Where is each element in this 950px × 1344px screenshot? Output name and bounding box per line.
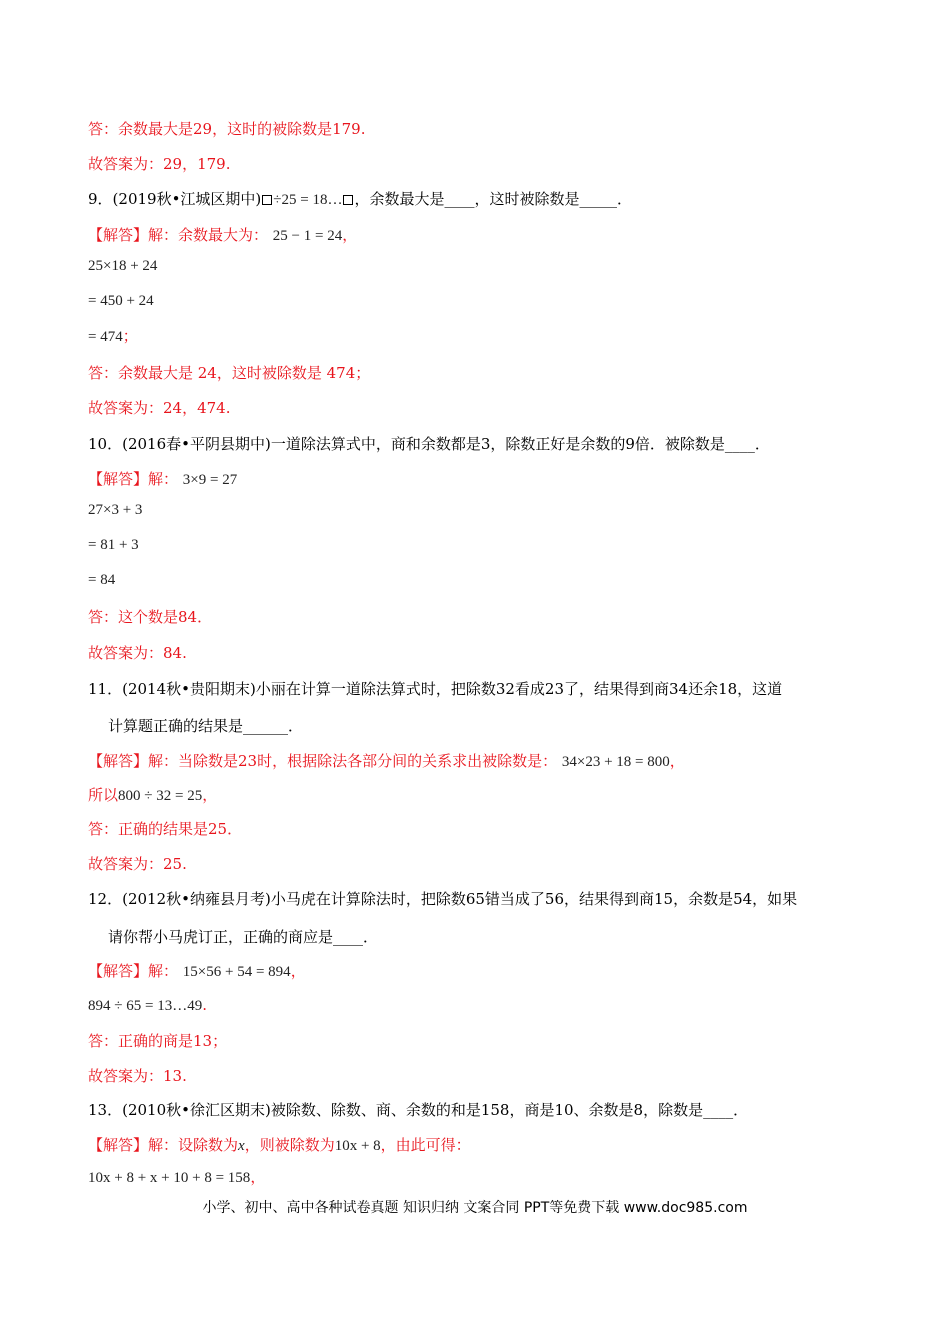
q8-result: 故答案为：29，179. xyxy=(88,155,231,173)
q13-calc-1-math: 10x + 8 + x + 10 + 8 = 158 xyxy=(88,1170,251,1186)
q11-line2-math: 800 ÷ 32 = 25 xyxy=(118,788,203,804)
q9-result: 故答案为：24，474. xyxy=(88,399,231,417)
q12-solution xyxy=(88,961,306,982)
q13-sol-var: x xyxy=(238,1138,245,1154)
q9-sol-label: 【解答】解：余数最大为： xyxy=(88,226,269,244)
q12-stem-2: 请你帮小马虎订正，正确的商应是____． xyxy=(108,928,379,946)
q10-sol-label: 【解答】解： xyxy=(88,470,179,488)
q11-sol-tail: ， xyxy=(669,752,685,770)
q11-result: 故答案为：25. xyxy=(88,855,187,873)
q9-sol-math: 25 − 1 = 24 xyxy=(272,228,343,244)
q11-stem-1: 11．(2014秋•贵阳期末)小丽在计算一道除法算式时，把除数32看成23了，结果得到商34还余18，这道 xyxy=(88,680,783,698)
q11-solution xyxy=(88,751,685,772)
q9-stem-math: ÷25 = 18… xyxy=(273,192,343,208)
q11-sol-label: 【解答】解：当除数是23时，根据除法各部分间的关系求出被除数是： xyxy=(88,752,558,770)
q8-answer: 答：余数最大是29，这时的被除数是179. xyxy=(88,120,366,138)
q9-solution xyxy=(88,225,357,246)
page-footer: 小学、初中、高中各种试卷真题 知识归纳 文案合同 PPT等免费下载 www.doc985.com xyxy=(202,1200,748,1216)
q11-sol-math: 34×23 + 18 = 800 xyxy=(561,754,670,770)
q9-calc-3-tail: ； xyxy=(122,327,138,345)
blank-box-icon xyxy=(343,195,353,205)
q10-sol-math: 3×9 = 27 xyxy=(182,472,238,488)
q13-stem: 13．(2010秋•徐汇区期末)被除数、除数、商、余数的和是158，商是10、余数是8，除数是____． xyxy=(88,1101,749,1119)
blank-box-icon xyxy=(262,195,272,205)
q10-stem: 10．(2016春•平阴县期中)一道除法算式中，商和余数都是3，除数正好是余数的9倍．被除数是____． xyxy=(88,435,770,453)
q9-answer: 答：余数最大是 24，这时被除数是 474； xyxy=(88,364,371,382)
q11-line2-prefix: 所以 xyxy=(88,786,119,804)
q12-stem-1: 12．(2012秋•纳雍县月考)小马虎在计算除法时，把除数65错当成了56，结果得到商15，余数是54，如果 xyxy=(88,890,798,908)
q11-stem-2: 计算题正确的结果是______． xyxy=(108,717,304,735)
q10-answer: 答：这个数是84． xyxy=(88,608,213,626)
q11-line2-tail: ， xyxy=(202,786,218,804)
q9-stem-suffix: ，余数最大是____，这时被除数是_____． xyxy=(354,190,632,208)
q12-calc-1-math: 894 ÷ 65 = 13…49 xyxy=(88,998,203,1014)
q13-sol-label: 【解答】解：设除数为 xyxy=(88,1136,239,1154)
q13-solution xyxy=(88,1135,471,1156)
q9-calc-3 xyxy=(88,326,138,347)
q12-sol-label: 【解答】解： xyxy=(88,962,179,980)
q12-calc-1-tail: . xyxy=(202,996,207,1014)
q9-calc-3-math: = 474 xyxy=(88,329,123,345)
q13-sol-tail: ，由此可得： xyxy=(380,1136,471,1154)
q9-calc-1: 25×18 + 24 xyxy=(88,258,158,274)
q10-calc-3: = 84 xyxy=(88,572,116,588)
q12-answer: 答：正确的商是13； xyxy=(88,1032,228,1050)
q13-calc-1 xyxy=(88,1167,265,1188)
q10-calc-2: = 81 + 3 xyxy=(88,537,139,553)
q13-calc-1-tail: ， xyxy=(250,1168,266,1186)
q9-stem xyxy=(88,189,632,210)
q11-answer: 答：正确的结果是25． xyxy=(88,820,243,838)
q12-sol-tail: ， xyxy=(290,962,306,980)
q10-solution xyxy=(88,469,237,490)
q12-calc-1 xyxy=(88,995,207,1016)
q12-sol-math: 15×56 + 54 = 894 xyxy=(182,964,291,980)
q10-calc-1: 27×3 + 3 xyxy=(88,502,143,518)
q9-calc-2: = 450 + 24 xyxy=(88,293,154,309)
q13-sol-mid: ，则被除数为 xyxy=(244,1136,335,1154)
q9-sol-tail: ， xyxy=(342,226,358,244)
q10-result: 故答案为：84. xyxy=(88,644,187,662)
q11-line-2 xyxy=(88,785,217,806)
q9-stem-prefix: 9．(2019秋•江城区期中) xyxy=(88,190,262,208)
q12-result: 故答案为：13. xyxy=(88,1067,187,1085)
q13-sol-expr: 10x + 8 xyxy=(334,1138,381,1154)
